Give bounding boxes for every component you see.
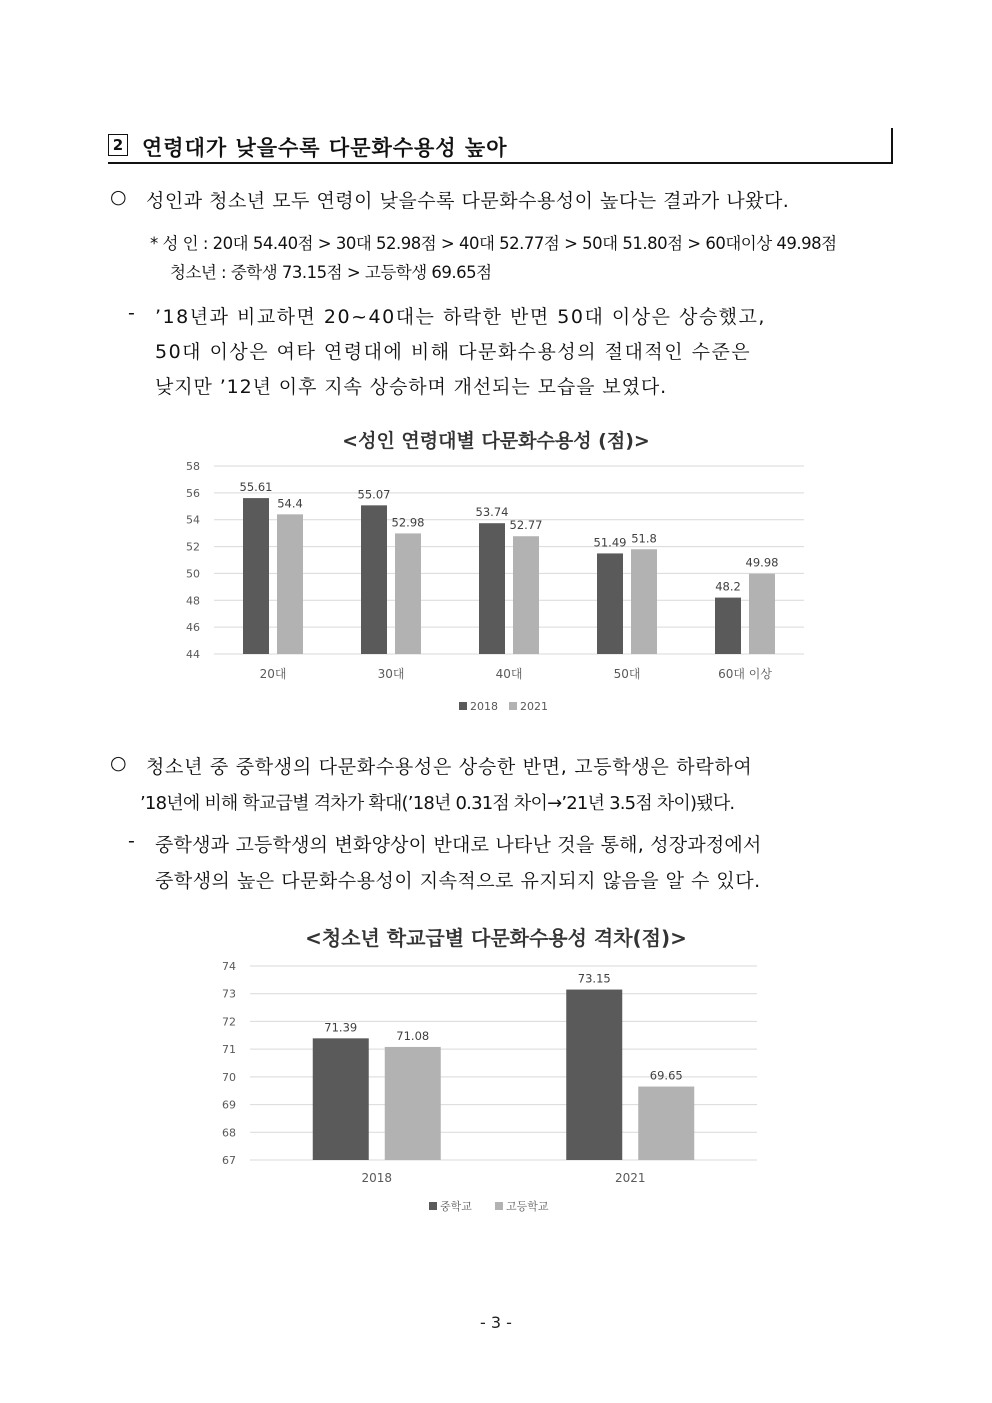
chart1-ytick-label: 58 — [186, 460, 200, 473]
chart1-data-label: 49.98 — [745, 555, 779, 570]
dash1-marker: - — [128, 302, 135, 324]
chart2-ytick-label: 68 — [222, 1126, 236, 1140]
bullet1-text: 성인과 청소년 모두 연령이 낮을수록 다문화수용성이 높다는 결과가 나왔다. — [146, 190, 790, 212]
note-line-youth: 청소년 : 중학생 73.15점 > 고등학생 69.65점 — [170, 263, 492, 282]
chart1-data-label: 48.2 — [715, 579, 741, 594]
chart1-xtick-label: 60대 이상 — [718, 667, 772, 681]
chart1-data-label: 52.77 — [509, 518, 543, 533]
page-number: - 3 - — [480, 1313, 512, 1332]
chart1-xtick-label: 50대 — [613, 667, 641, 681]
chart1-data-label: 51.49 — [593, 535, 627, 550]
note-line-adult: * 성 인 : 20대 54.40점 > 30대 52.98점 > 40대 52.77점 > 50대 51.80점 > 60대이상 49.98점 — [150, 234, 837, 253]
dash2-line1: 중학생과 고등학생의 변화양상이 반대로 나타난 것을 통해, 성장과정에서 — [155, 834, 762, 856]
chart1-xtick-label: 40대 — [495, 667, 523, 681]
chart2-legend-swatch — [495, 1202, 503, 1210]
chart1-ytick-label: 50 — [186, 567, 200, 581]
chart2-data-label: 71.08 — [396, 1028, 430, 1043]
chart2-title: <청소년 학교급별 다문화수용성 격차(점)> — [305, 926, 687, 950]
chart2-bar-고등학교-2018 — [385, 1047, 441, 1160]
chart2-y-axis — [222, 960, 236, 1167]
chart2-legend — [429, 1199, 549, 1213]
chart2-bars — [313, 972, 695, 1160]
chart2-bar-중학교-2018 — [313, 1038, 369, 1160]
chart2-legend-swatch — [429, 1202, 437, 1210]
chart2-xtick-label: 2018 — [361, 1171, 393, 1185]
chart1-ytick-label: 48 — [186, 594, 200, 608]
chart2-ytick-label: 71 — [222, 1043, 236, 1057]
chart1-ytick-label: 44 — [186, 648, 200, 661]
bullet2-marker: ○ — [110, 752, 127, 774]
chart2-data-label: 73.15 — [577, 971, 611, 986]
chart1-data-label: 52.98 — [391, 515, 425, 530]
dash2-marker: - — [128, 830, 135, 852]
chart1-xtick-label: 20대 — [259, 667, 287, 681]
chart2-ytick-label: 73 — [222, 987, 236, 1001]
chart2-legend-label: 고등학교 — [506, 1200, 549, 1213]
chart2-xtick-label: 2021 — [614, 1171, 646, 1185]
dash1-line1: ’18년과 비교하면 20~40대는 하락한 반면 50대 이상은 상승했고, — [155, 306, 766, 328]
chart1-ytick-label: 54 — [186, 513, 200, 527]
chart1-legend-label: 2021 — [520, 700, 548, 713]
chart1-data-label: 53.74 — [475, 505, 509, 520]
chart1-data-label: 51.8 — [631, 531, 657, 546]
chart1-xtick-label: 30대 — [377, 667, 405, 681]
chart2-legend-label: 중학교 — [440, 1200, 472, 1213]
chart1-ytick-label: 52 — [186, 540, 200, 554]
chart2-data-label: 71.39 — [324, 1020, 358, 1035]
chart1-data-label: 55.61 — [239, 480, 273, 495]
chart2-ytick-label: 70 — [222, 1070, 236, 1084]
dash1-line2: 50대 이상은 여타 연령대에 비해 다문화수용성의 절대적인 수준은 — [155, 341, 752, 363]
dash2-line2: 중학생의 높은 다문화수용성이 지속적으로 유지되지 않음을 알 수 있다. — [155, 870, 761, 892]
chart2-ytick-label: 69 — [222, 1098, 236, 1112]
chart1-ytick-label: 56 — [186, 486, 200, 500]
chart2-bar-고등학교-2021 — [638, 1087, 694, 1160]
chart1-title: <성인 연령대별 다문화수용성 (점)> — [342, 430, 650, 452]
chart2-ytick-label: 67 — [222, 1154, 236, 1167]
chart1-legend-label: 2018 — [470, 700, 498, 713]
dash1-line3: 낮지만 ’12년 이후 지속 상승하며 개선되는 모습을 보였다. — [155, 376, 668, 398]
chart1-data-label: 55.07 — [357, 487, 391, 502]
bullet1-marker: ○ — [110, 186, 127, 208]
chart2-x-axis — [361, 1171, 645, 1185]
bullet2-line1: 청소년 중 중학생의 다문화수용성은 상승한 반면, 고등학생은 하락하여 — [146, 756, 753, 778]
chart2-bar-중학교-2021 — [566, 990, 622, 1160]
chart2-data-label: 69.65 — [649, 1068, 683, 1083]
bullet2-line2: ’18년에 비해 학교급별 격차가 확대(’18년 0.31점 차이→’21년 3.5점 차이)됐다. — [140, 793, 735, 814]
chart1-data-label: 54.4 — [277, 496, 303, 511]
section-title: 연령대가 낮을수록 다문화수용성 높아 — [142, 136, 508, 160]
chart1-ytick-label: 46 — [186, 621, 200, 635]
section-number: 2 — [108, 134, 128, 156]
chart2-ytick-label: 72 — [222, 1015, 236, 1029]
chart2-ytick-label: 74 — [222, 960, 236, 973]
